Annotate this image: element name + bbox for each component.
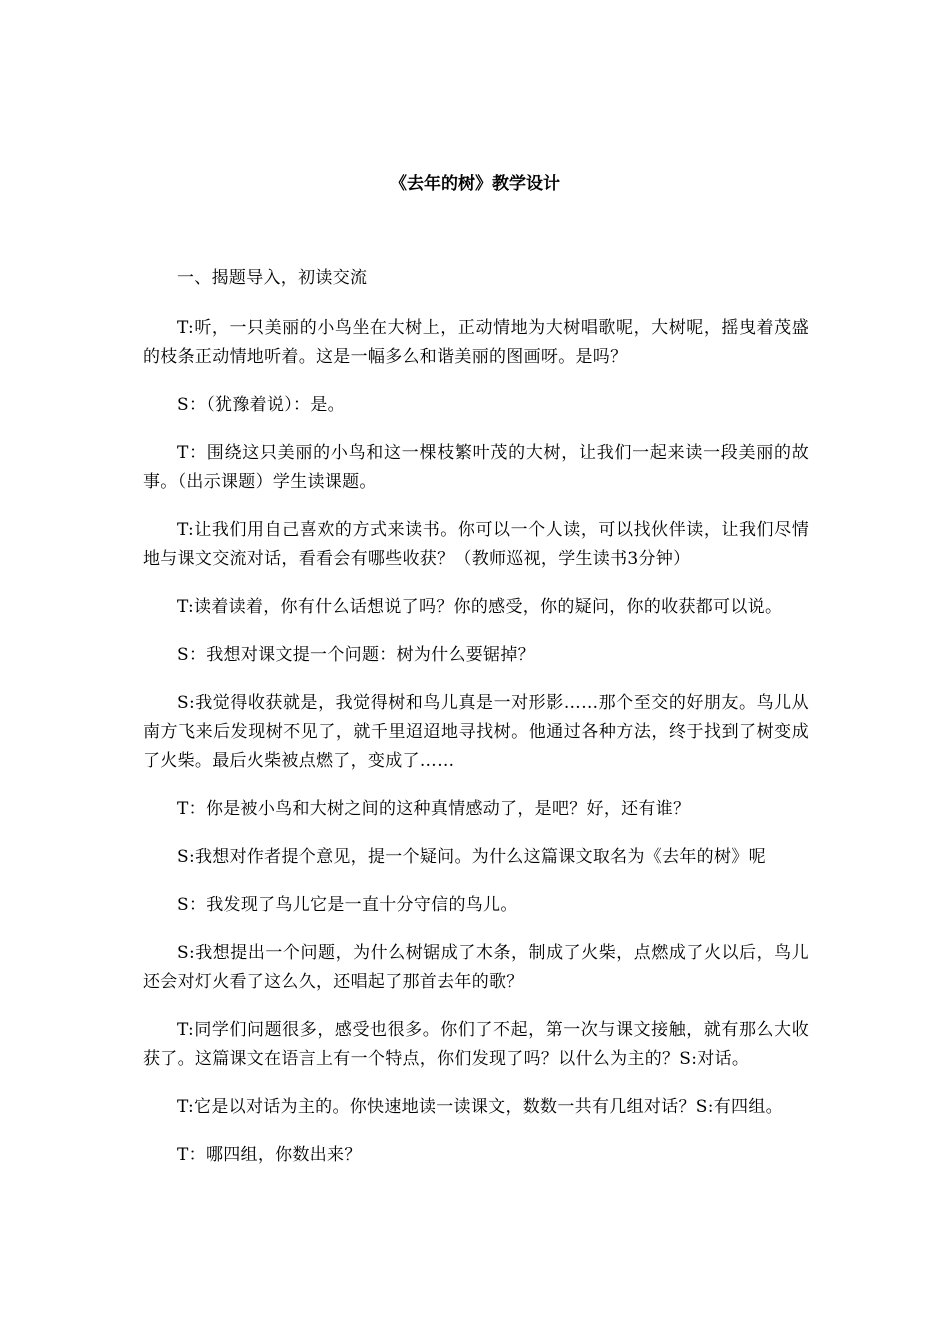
dialogue-paragraph: T：哪四组，你数出来？ xyxy=(177,1145,362,1165)
dialogue-paragraph: T:听，一只美丽的小鸟坐在大树上，正动情地为大树唱歌呢，大树呢，摇曳着茂盛的枝条正动情地听着。这是一幅多么和谐美丽的图画呀。是吗？ xyxy=(143,318,809,367)
section-heading: 一、揭题导入，初读交流 xyxy=(177,268,368,288)
dialogue-paragraph: S：（犹豫着说）：是。 xyxy=(177,395,345,415)
dialogue-paragraph: S:我想提出一个问题，为什么树锯成了木条，制成了火柴，点燃成了火以后，鸟儿还会对灯火看了这么久，还唱起了那首去年的歌？ xyxy=(143,943,809,992)
dialogue-paragraph: S:我想对作者提个意见，提一个疑问。为什么这篇课文取名为《去年的树》呢 xyxy=(177,847,766,867)
dialogue-paragraph: S：我发现了鸟儿它是一直十分守信的鸟儿。 xyxy=(177,895,518,915)
dialogue-paragraph: T:它是以对话为主的。你快速地读一读课文，数数一共有几组对话？S:有四组。 xyxy=(177,1097,783,1117)
dialogue-paragraph: T:同学们问题很多，感受也很多。你们了不起，第一次与课文接触，就有那么大收获了。这篇课文在语言上有一个特点，你们发现了吗？以什么为主的？S:对话。 xyxy=(143,1020,809,1069)
dialogue-paragraph: S：我想对课文提一个问题：树为什么要锯掉？ xyxy=(177,645,535,665)
dialogue-paragraph: S:我觉得收获就是，我觉得树和鸟儿真是一对形影……那个至交的好朋友。鸟儿从南方飞来后发现树不见了，就千里迢迢地寻找树。他通过各种方法，终于找到了树变成了火柴。最后火柴被点燃了，变成了…… xyxy=(143,693,809,771)
dialogue-paragraph: T：围绕这只美丽的小鸟和这一棵枝繁叶茂的大树，让我们一起来读一段美丽的故事。（出示课题）学生读课题。 xyxy=(143,443,809,492)
dialogue-paragraph: T:让我们用自己喜欢的方式来读书。你可以一个人读，可以找伙伴读，让我们尽情地与课文交流对话，看看会有哪些收获？（教师巡视，学生读书3分钟） xyxy=(143,520,809,569)
document-body xyxy=(143,264,809,1189)
dialogue-paragraph: T:读着读着，你有什么话想说了吗？你的感受，你的疑问，你的收获都可以说。 xyxy=(177,597,783,617)
document-title: 《去年的树》教学设计 xyxy=(390,174,560,194)
dialogue-paragraph: T：你是被小鸟和大树之间的这种真情感动了，是吧？好，还有谁？ xyxy=(177,799,691,819)
